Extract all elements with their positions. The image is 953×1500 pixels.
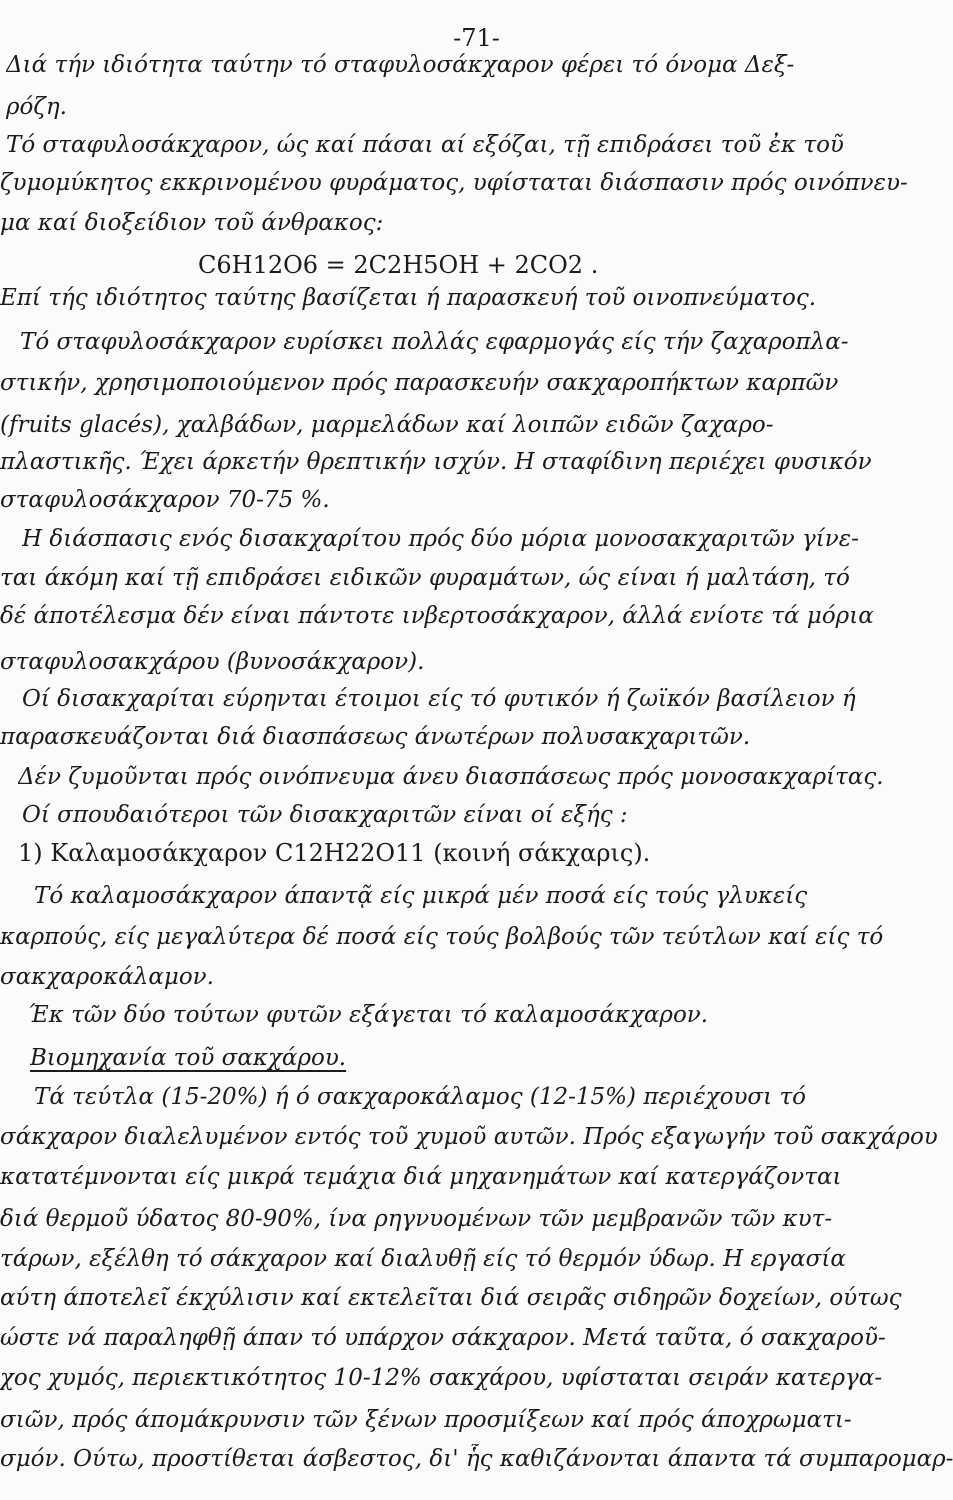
text-line: τάρων, εξέλθη τό σάκχαρον καί διαλυθῇ είς τό θερμόν ύδωρ. Η εργασία xyxy=(0,1246,846,1272)
text-line: μα καί διοξείδιον τοῦ άνθρακος: xyxy=(0,210,384,236)
text-line: Οί δισακχαρίται εύρηνται έτοιμοι είς τό φυτικόν ή ζωϊκόν βασίλειον ή xyxy=(22,686,856,712)
text-line: Τό καλαμοσάκχαρον άπαντᾷ είς μικρά μέν ποσά είς τούς γλυκείς xyxy=(34,883,808,909)
text-line: ζυμομύκητος εκκρινομένου φυράματος, υφίσταται διάσπασιν πρός οινόπνευ- xyxy=(0,170,908,196)
text-line: (fruits glacés), χαλβάδων, μαρμελάδων καί λοιπῶν ειδῶν ζαχαρο- xyxy=(0,412,774,438)
text-line: διά θερμοῦ ύδατος 80-90%, ίνα ρηγνυομένων τῶν μεμβρανῶν τῶν κυτ- xyxy=(0,1206,833,1232)
text-line: Τό σταφυλοσάκχαρον ευρίσκει πολλάς εφαρμογάς είς τήν ζαχαροπλα- xyxy=(20,329,849,355)
text-line: Τό σταφυλοσάκχαρον, ώς καί πάσαι αί εξόζαι, τῇ επιδράσει τοῦ ἐκ τοῦ xyxy=(6,132,844,158)
text-line: ται άκόμη καί τῇ επιδράσει ειδικῶν φυραμάτων, ώς είναι ή μαλτάση, τό xyxy=(0,565,850,591)
text-line: σακχαροκάλαμον. xyxy=(0,964,214,990)
chemical-equation: C6H12O6 = 2C2H5OH + 2CO2 . xyxy=(198,251,599,279)
text-line: σάκχαρον διαλελυμένον εντός τοῦ χυμοῦ αυτῶν. Πρός εξαγωγήν τοῦ σακχάρου xyxy=(0,1124,938,1150)
text-line: σταφυλοσακχάρου (βυνοσάκχαρον). xyxy=(0,649,425,675)
text-line: παρασκευάζονται διά διασπάσεως άνωτέρων πολυσακχαριτῶν. xyxy=(0,724,751,750)
text-line: κατατέμνονται είς μικρά τεμάχια διά μηχανημάτων καί κατεργάζονται xyxy=(0,1164,842,1190)
text-line: ώστε νά παραληφθῇ άπαν τό υπάρχον σάκχαρον. Μετά ταῦτα, ό σακχαροῦ- xyxy=(0,1325,886,1351)
text-line: σταφυλοσάκχαρον 70-75 %. xyxy=(0,487,330,513)
section-heading-sugar-industry: Βιομηχανία τοῦ σακχάρου. xyxy=(30,1045,347,1071)
text-line: σμόν. Ούτω, προστίθεται άσβεστος, δι' ἧς καθιζάνονται άπαντα τά συμπαρομαρ- xyxy=(0,1446,953,1472)
text-line: Η διάσπασις ενός δισακχαρίτου πρός δύο μόρια μονοσακχαριτῶν γίνε- xyxy=(22,526,859,552)
text-line: Επί τής ιδιότητος ταύτης βασίζεται ή παρασκευή τοῦ οινοπνεύματος. xyxy=(0,285,817,311)
text-line: αύτη άποτελεῖ έκχύλισιν καί εκτελεῖται διά σειρᾶς σιδηρῶν δοχείων, ούτως xyxy=(0,1285,902,1311)
text-line: Δέν ζυμοῦνται πρός οινόπνευμα άνευ διασπάσεως πρός μονοσακχαρίτας. xyxy=(18,764,884,790)
text-line: σιῶν, πρός άπομάκρυνσιν τῶν ξένων προσμίξεων καί πρός άποχρωματι- xyxy=(0,1407,852,1433)
text-line: δέ άποτέλεσμα δέν είναι πάντοτε ινβερτοσάκχαρον, άλλά ενίοτε τά μόρια xyxy=(0,603,874,629)
text-line: Οί σπουδαιότεροι τῶν δισακχαριτῶν είναι οί εξής : xyxy=(22,802,628,828)
text-line: πλαστικῆς. Έχει άρκετήν θρεπτικήν ισχύν. Η σταφίδινη περιέχει φυσικόν xyxy=(0,449,872,475)
section-heading-calamosaccharum: 1) Καλαμοσάκχαρον C12H22O11 (κοινή σάκχαρις). xyxy=(18,839,651,867)
text-line: καρπούς, είς μεγαλύτερα δέ ποσά είς τούς βολβούς τῶν τεύτλων καί είς τό xyxy=(0,924,884,950)
text-line: ρόζη. xyxy=(6,94,67,120)
text-line: στικήν, χρησιμοποιούμενον πρός παρασκευήν σακχαροπήκτων καρπῶν xyxy=(0,370,839,396)
text-line: Τά τεύτλα (15-20%) ή ό σακχαροκάλαμος (12-15%) περιέχουσι τό xyxy=(34,1084,807,1110)
page-number: -71- xyxy=(453,24,500,52)
text-line: Διά τήν ιδιότητα ταύτην τό σταφυλοσάκχαρον φέρει τό όνομα Δεξ- xyxy=(6,52,795,78)
text-line: Έκ τῶν δύο τούτων φυτῶν εξάγεται τό καλαμοσάκχαρον. xyxy=(28,1002,709,1028)
text-line: χος χυμός, περιεκτικότητος 10-12% σακχάρου, υφίσταται σειράν κατεργα- xyxy=(0,1365,883,1391)
